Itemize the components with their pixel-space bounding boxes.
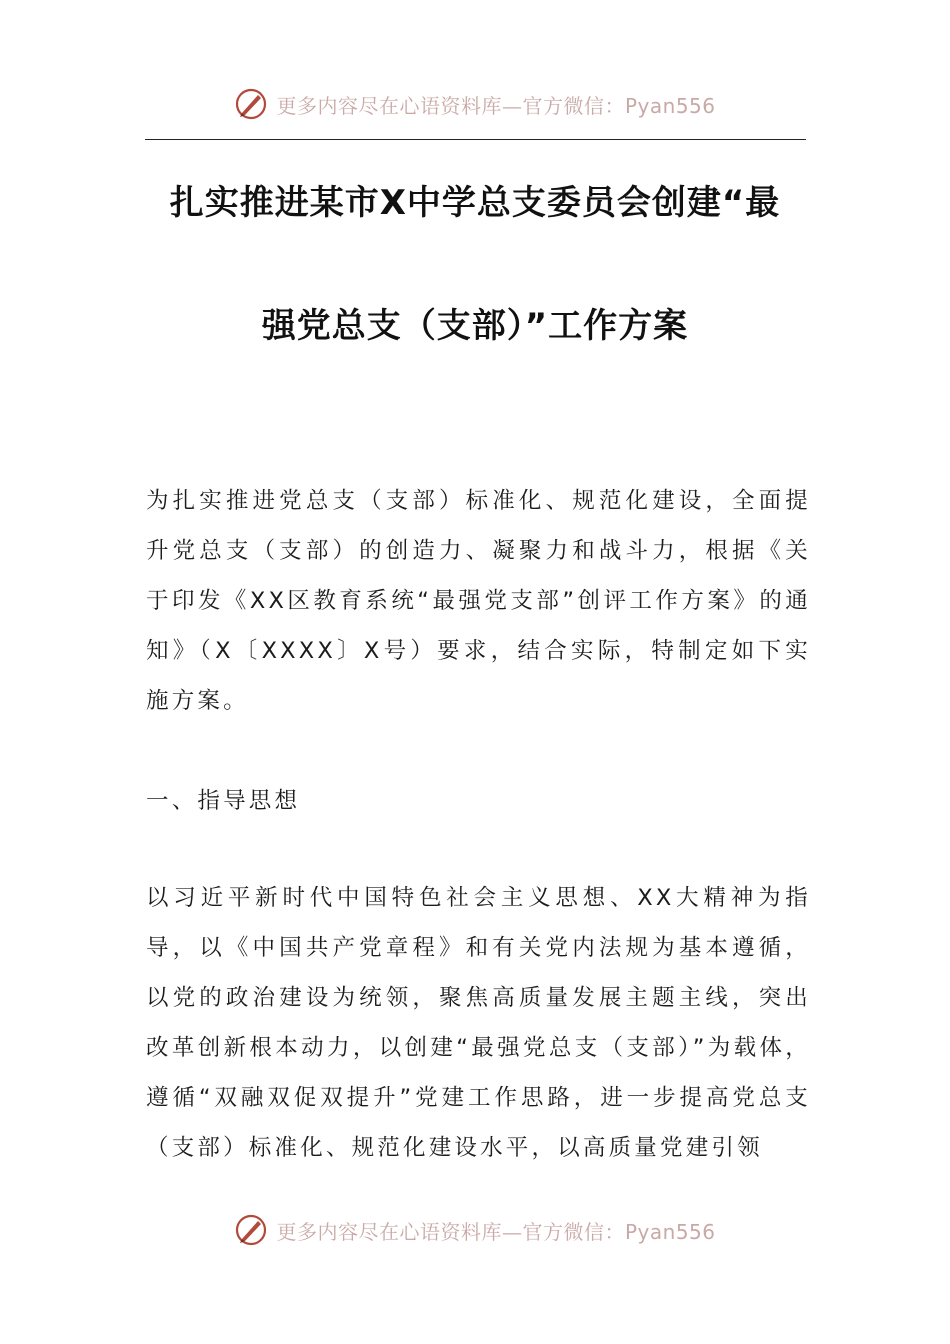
- document-title-line2: 强党总支（支部）”工作方案: [261, 306, 689, 346]
- wechat-id: Pyan556: [624, 1219, 716, 1244]
- section-body-paragraph: 以习近平新时代中国特色社会主义思想、XX大精神为指导，以《中国共产党章程》和有关党内法规为基本遵循，以党的政治建设为统领，聚焦高质量发展主题主线，突出改革创新根本动力，以创建“最强党总支（支部）”为载体，遵循“双融双促双提升”党建工作思路，进一步提高党总支（支部）标准化、规范化建设水平，以高质量党建引领: [146, 885, 811, 1161]
- section-heading: 一、指导思想: [146, 788, 301, 814]
- pen-circle-logo-icon: [234, 87, 268, 121]
- document-title-line1: 扎实推进某市X中学总支委员会创建“最: [169, 183, 781, 223]
- pen-circle-logo-icon: [234, 1213, 268, 1247]
- header-divider: [145, 139, 806, 140]
- banner-text: 更多内容尽在心语资料库—官方微信：Pyan556: [276, 93, 716, 118]
- wechat-id: Pyan556: [624, 93, 716, 118]
- banner-text: 更多内容尽在心语资料库—官方微信：Pyan556: [276, 1219, 716, 1244]
- footer-banner: [0, 1210, 950, 1250]
- intro-paragraph: 为扎实推进党总支（支部）标准化、规范化建设，全面提升党总支（支部）的创造力、凝聚力和战斗力，根据《关于印发《XX区教育系统“最强党支部”创评工作方案》的通知》（X〔XXXX〕X号）要求，结合实际，特制定如下实施方案。: [146, 488, 811, 714]
- header-banner: [0, 84, 950, 124]
